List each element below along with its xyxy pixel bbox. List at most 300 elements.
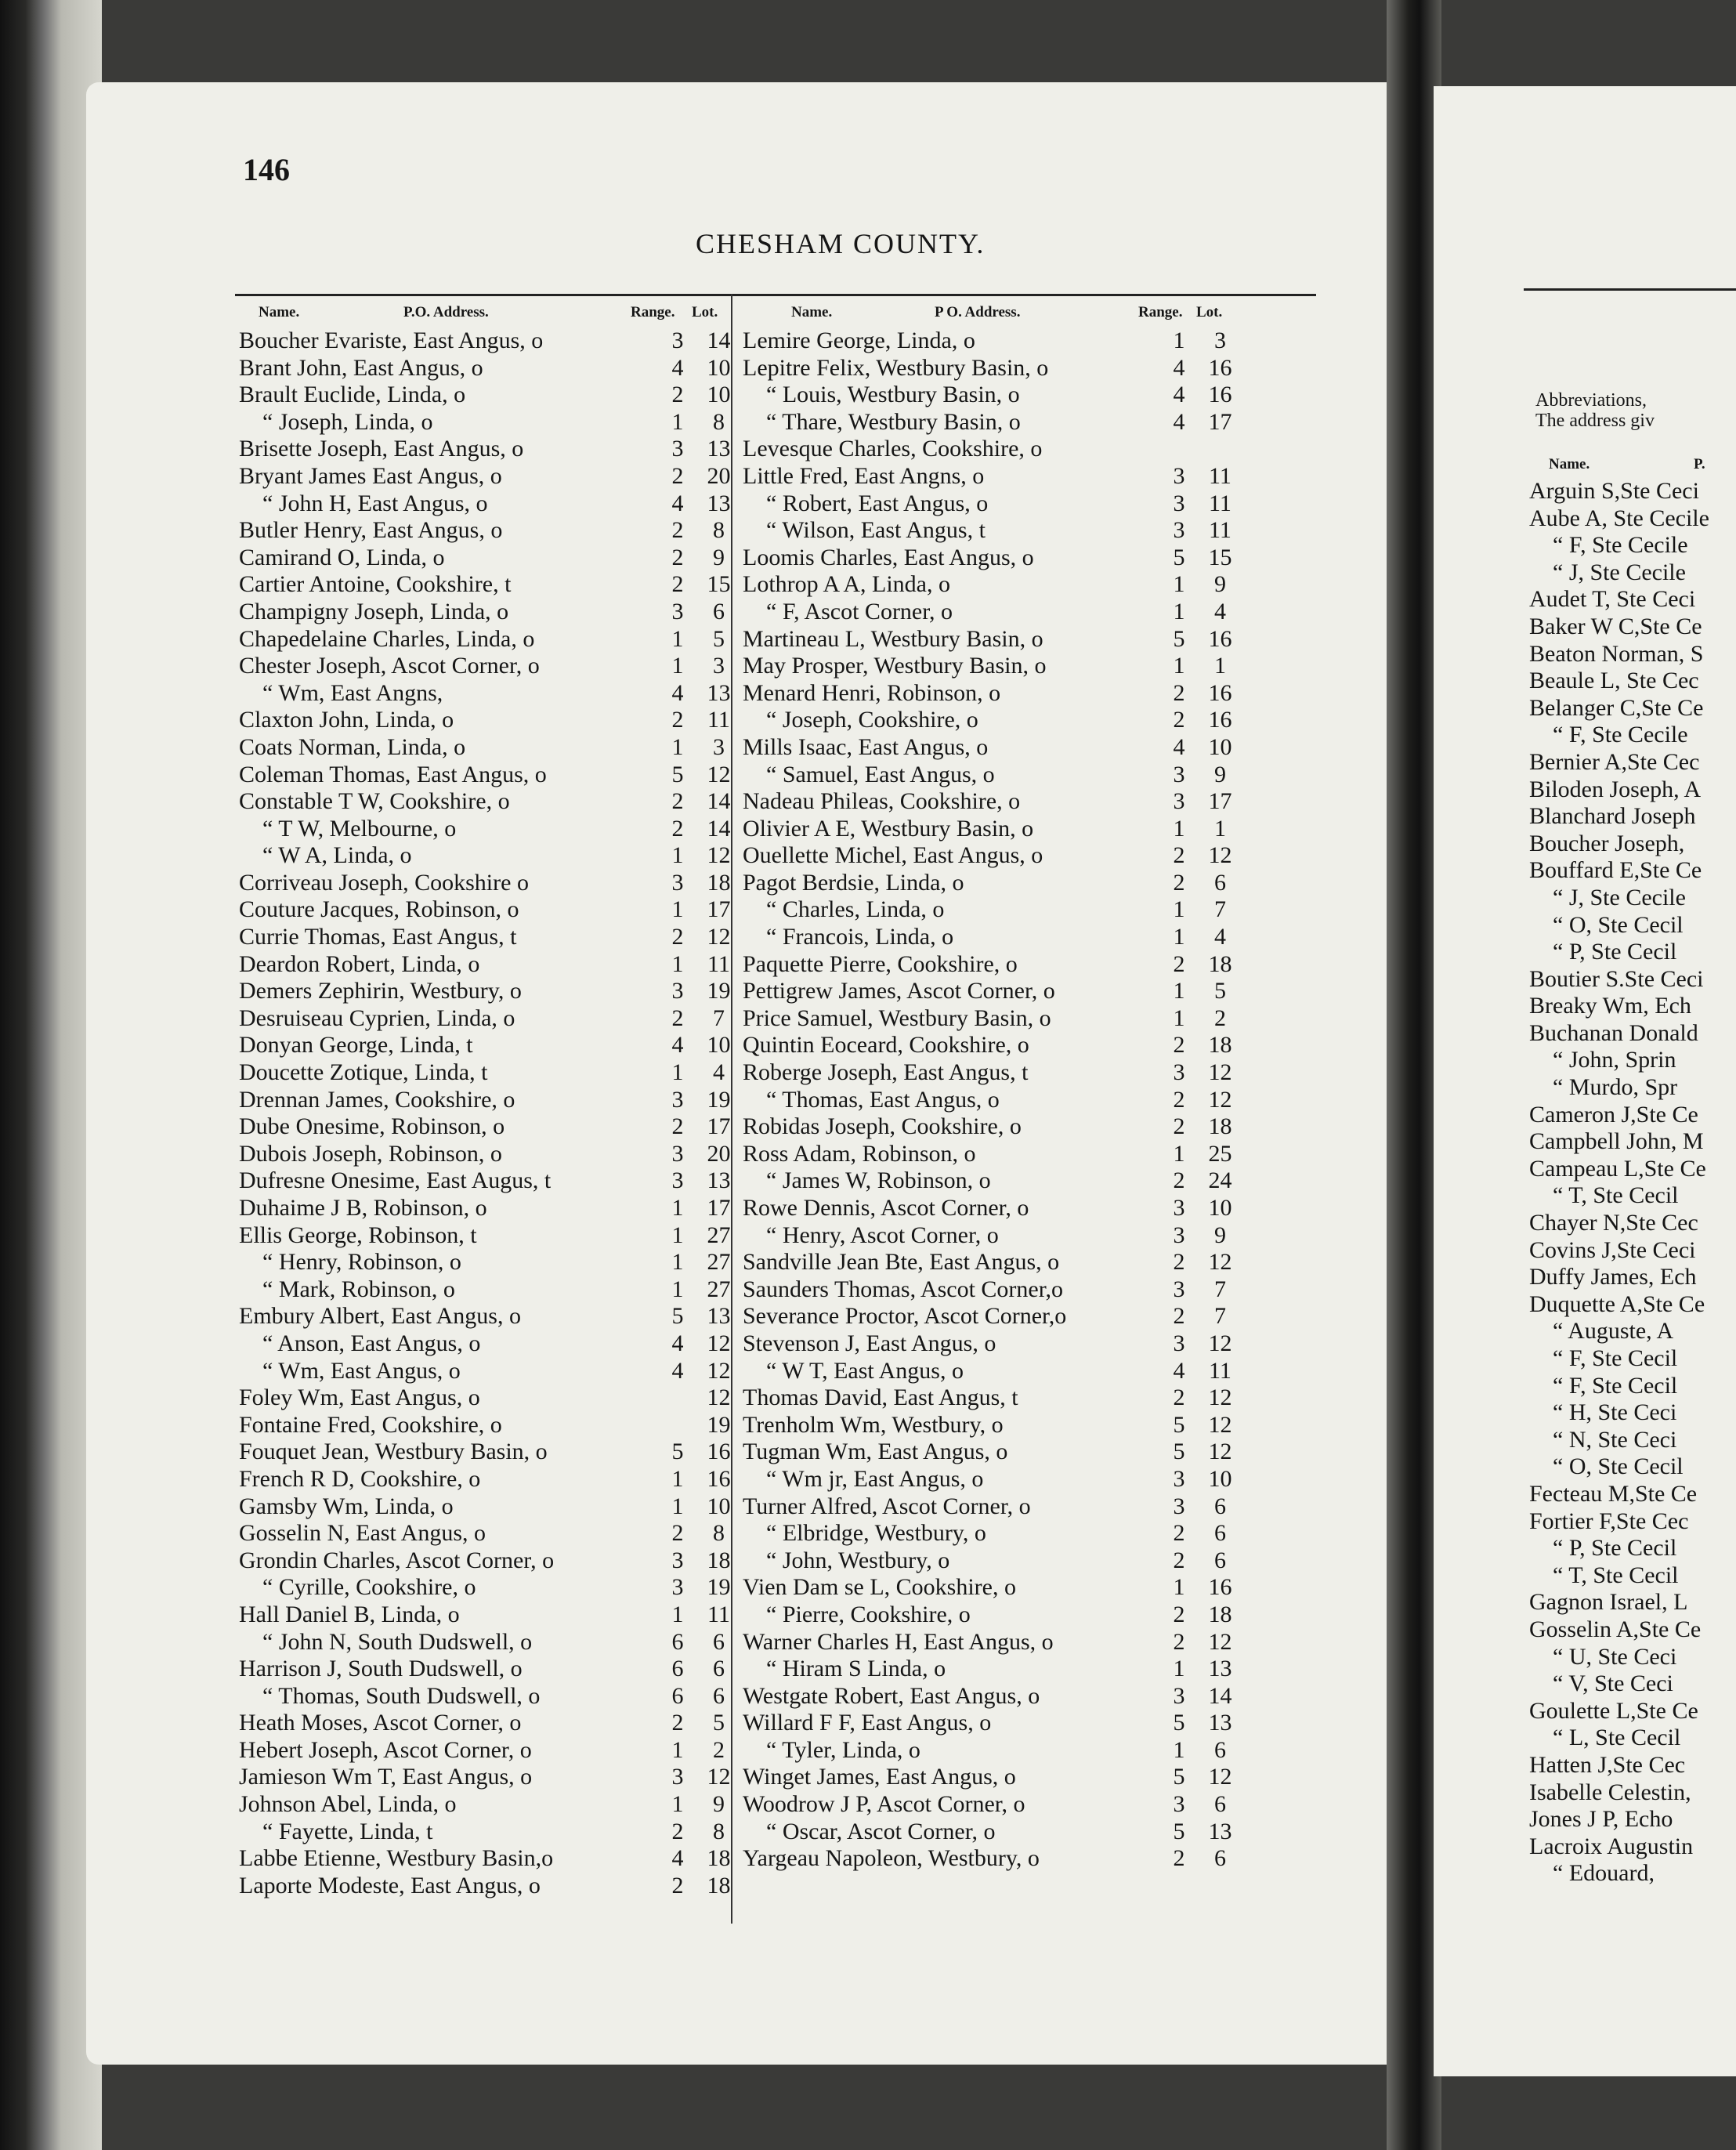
table-row <box>740 707 1242 734</box>
entry-lot: 12 <box>1208 842 1232 869</box>
header-name: Name. <box>1549 456 1590 472</box>
entry-lot: 6 <box>1214 1547 1226 1573</box>
list-item: Gosselin A,Ste Ce <box>1529 1616 1702 1642</box>
list-item: Biloden Joseph, A <box>1529 776 1702 802</box>
entry-lot: 20 <box>707 462 731 489</box>
entry-lot: 14 <box>707 788 731 815</box>
entry-name-address: “ Anson, East Angus, o <box>262 1330 481 1356</box>
entry-name-address: Brisette Joseph, East Angus, o <box>239 436 524 462</box>
entry-lot: 6 <box>713 598 725 624</box>
entry-range: 2 <box>671 1004 684 1031</box>
entry-lot: 17 <box>707 1113 731 1140</box>
table-row <box>239 762 740 789</box>
list-item: Aube A, Ste Cecile <box>1529 505 1709 531</box>
entry-range: 2 <box>1173 1167 1185 1194</box>
table-row <box>239 355 740 382</box>
entry-name-address: “ Wm jr, East Angus, o <box>766 1465 984 1492</box>
entry-name-address: Saunders Thomas, Ascot Corner,o <box>743 1276 1064 1302</box>
entry-name-address: Fontaine Fred, Cookshire, o <box>239 1411 502 1438</box>
entry-name-address: May Prosper, Westbury Basin, o <box>743 653 1047 679</box>
entry-name-address: Winget James, East Angus, o <box>743 1764 1016 1790</box>
entry-lot: 11 <box>1209 490 1231 516</box>
header-name: Name. <box>791 304 833 320</box>
entry-name-address: Claxton John, Linda, o <box>239 707 454 733</box>
table-row <box>239 1087 740 1114</box>
table-row <box>740 328 1242 355</box>
list-item: Bernier A,Ste Cec <box>1529 748 1700 775</box>
entry-range: 1 <box>671 1493 684 1519</box>
entry-name-address: Pettigrew James, Ascot Corner, o <box>743 978 1055 1004</box>
entry-name-address: Thomas David, East Angus, t <box>743 1384 1018 1411</box>
list-item: Beaton Norman, S <box>1529 640 1704 667</box>
entry-lot: 18 <box>707 1845 731 1872</box>
entry-name-address: French R D, Cookshire, o <box>239 1465 481 1492</box>
table-row <box>239 1710 740 1737</box>
table-row <box>239 1466 740 1493</box>
entry-name-address: Labbe Etienne, Westbury Basin,o <box>239 1845 554 1872</box>
table-row <box>740 734 1242 762</box>
entry-lot: 19 <box>707 978 731 1004</box>
entry-range: 1 <box>1173 1736 1185 1763</box>
table-row <box>740 680 1242 708</box>
entry-name-address: Laporte Modeste, East Angus, o <box>239 1872 541 1898</box>
entry-name-address: Roberge Joseph, East Angus, t <box>743 1059 1029 1086</box>
entry-lot: 13 <box>707 490 731 516</box>
entry-name-address: Embury Albert, East Angus, o <box>239 1303 521 1330</box>
entry-name-address: Butler Henry, East Angus, o <box>239 517 503 544</box>
entry-range: 1 <box>671 1465 684 1492</box>
table-row <box>740 1222 1242 1250</box>
entry-name-address: Cartier Antoine, Cookshire, t <box>239 571 512 598</box>
entry-range: 4 <box>1173 408 1185 435</box>
list-item: Belanger C,Ste Ce <box>1529 694 1704 721</box>
table-row <box>239 1737 740 1765</box>
entry-lot: 12 <box>707 1330 731 1356</box>
entry-name-address: “ Fayette, Linda, t <box>262 1818 433 1844</box>
table-row <box>239 1167 740 1195</box>
entry-name-address: Brant John, East Angus, o <box>239 354 483 381</box>
entry-lot: 17 <box>1208 788 1232 815</box>
entry-lot: 4 <box>1214 924 1226 950</box>
table-row <box>239 1384 740 1412</box>
table-row <box>740 924 1242 951</box>
entry-name-address: Demers Zephirin, Westbury, o <box>239 978 522 1004</box>
list-item: Campbell John, M <box>1529 1128 1704 1155</box>
entry-name-address: Paquette Pierre, Cookshire, o <box>743 950 1018 977</box>
table-row <box>740 896 1242 924</box>
table-row <box>740 1764 1242 1791</box>
entry-lot: 9 <box>713 544 725 570</box>
table-row <box>740 1330 1242 1358</box>
entry-lot: 12 <box>1208 1628 1232 1655</box>
list-item: Goulette L,Ste Ce <box>1529 1697 1698 1724</box>
entry-lot: 10 <box>1208 1465 1232 1492</box>
entry-range: 4 <box>671 1357 684 1384</box>
entry-range: 3 <box>671 869 684 896</box>
entry-range: 3 <box>671 328 684 353</box>
entry-range: 2 <box>671 462 684 489</box>
entry-range: 2 <box>671 1872 684 1898</box>
entry-range: 1 <box>671 1249 684 1276</box>
table-row <box>239 1683 740 1710</box>
table-row <box>740 1113 1242 1141</box>
table-row <box>740 463 1242 490</box>
next-page-rule <box>1524 288 1736 291</box>
entry-lot: 19 <box>707 1574 731 1601</box>
page-title: CHESHAM COUNTY. <box>696 228 986 259</box>
entry-range: 2 <box>671 1113 684 1140</box>
entry-lot: 5 <box>713 1710 725 1736</box>
entry-lot: 2 <box>1214 1004 1226 1031</box>
entry-lot: 27 <box>707 1222 731 1248</box>
entry-lot: 18 <box>707 1872 731 1898</box>
list-item: “ V, Ste Ceci <box>1553 1670 1673 1697</box>
entry-range: 2 <box>671 924 684 950</box>
list-item: Buchanan Donald <box>1529 1019 1698 1046</box>
entry-range: 5 <box>1173 544 1185 570</box>
entry-name-address: Robidas Joseph, Cookshire, o <box>743 1113 1022 1140</box>
entry-name-address: “ F, Ascot Corner, o <box>766 598 953 624</box>
table-row <box>740 409 1242 436</box>
entry-lot: 12 <box>707 1764 731 1790</box>
entry-range: 1 <box>671 1601 684 1627</box>
table-row <box>239 1059 740 1087</box>
list-item: “ F, Ste Cecil <box>1553 1372 1678 1399</box>
entry-name-address: Deardon Robert, Linda, o <box>239 950 480 977</box>
table-row <box>740 762 1242 789</box>
entry-name-address: Trenholm Wm, Westbury, o <box>743 1411 1004 1438</box>
table-row <box>740 1710 1242 1737</box>
entry-name-address: Harrison J, South Dudswell, o <box>239 1656 523 1682</box>
table-row <box>239 517 740 545</box>
list-item: “ L, Ste Cecil <box>1553 1725 1681 1751</box>
list-item: Gagnon Israel, L <box>1529 1589 1688 1616</box>
table-row <box>239 1222 740 1250</box>
entry-lot: 17 <box>1208 408 1232 435</box>
entry-name-address: Yargeau Napoleon, Westbury, o <box>743 1845 1040 1872</box>
entry-lot: 6 <box>713 1628 725 1655</box>
entry-lot: 11 <box>1209 517 1231 544</box>
table-row <box>740 355 1242 382</box>
table-row <box>239 924 740 951</box>
entry-name-address: “ John H, East Angus, o <box>262 490 488 516</box>
entry-range: 4 <box>671 1845 684 1872</box>
table-row <box>740 517 1242 545</box>
table-row <box>740 1656 1242 1683</box>
entry-range: 3 <box>1173 462 1185 489</box>
entry-range: 1 <box>1173 1140 1185 1167</box>
table-row <box>239 545 740 572</box>
entry-name-address: Levesque Charles, Cookshire, o <box>743 436 1043 462</box>
entry-lot: 8 <box>713 1520 725 1547</box>
table-row <box>740 788 1242 816</box>
table-row <box>239 463 740 490</box>
entry-name-address: Couture Jacques, Robinson, o <box>239 896 519 923</box>
entry-name-address: Woodrow J P, Ascot Corner, o <box>743 1791 1025 1818</box>
entry-name-address: Coats Norman, Linda, o <box>239 733 466 760</box>
entry-lot: 9 <box>1214 571 1226 598</box>
list-item: Chayer N,Ste Cec <box>1529 1210 1698 1236</box>
entry-lot: 7 <box>1214 1276 1226 1302</box>
entry-range: 3 <box>671 978 684 1004</box>
entry-range: 5 <box>1173 1710 1185 1736</box>
entry-lot: 16 <box>1208 382 1232 408</box>
entry-name-address: Heath Moses, Ascot Corner, o <box>239 1710 522 1736</box>
table-row <box>239 1819 740 1846</box>
entry-lot: 6 <box>1214 1493 1226 1519</box>
table-row <box>239 951 740 979</box>
entry-range: 1 <box>671 1736 684 1763</box>
table-row <box>239 1629 740 1656</box>
entry-range: 3 <box>671 1167 684 1194</box>
entry-range: 1 <box>671 408 684 435</box>
table-row <box>740 1167 1242 1195</box>
entry-name-address: Nadeau Phileas, Cookshire, o <box>743 788 1021 815</box>
entry-lot: 4 <box>713 1059 725 1086</box>
entry-lot: 10 <box>1208 1195 1232 1221</box>
table-row <box>239 653 740 680</box>
entry-range: 4 <box>671 490 684 516</box>
header-po-address: P.O. Address. <box>403 304 489 320</box>
table-row <box>239 1358 740 1385</box>
list-item: Boutier S.Ste Ceci <box>1529 965 1704 992</box>
table-row <box>239 1330 740 1358</box>
table-row <box>740 1574 1242 1602</box>
table-row <box>239 436 740 463</box>
entry-name-address: Lothrop A A, Linda, o <box>743 571 950 598</box>
entry-name-address: Severance Proctor, Ascot Corner,o <box>743 1303 1067 1330</box>
entry-range: 3 <box>1173 1493 1185 1519</box>
entry-name-address: Sandville Jean Bte, East Angus, o <box>743 1249 1060 1276</box>
table-row <box>740 1032 1242 1059</box>
entry-name-address: Boucher Evariste, East Angus, o <box>239 328 544 353</box>
entry-range: 1 <box>671 1195 684 1221</box>
entry-range: 2 <box>1173 707 1185 733</box>
next-page-abbreviations <box>1535 390 1655 431</box>
header-lot: Lot. <box>1196 304 1223 320</box>
entry-range: 6 <box>671 1682 684 1709</box>
entry-range: 2 <box>671 1710 684 1736</box>
entry-lot: 18 <box>707 1547 731 1573</box>
entry-range: 1 <box>1173 896 1185 923</box>
entry-name-address: Jamieson Wm T, East Angus, o <box>239 1764 533 1790</box>
table-row <box>239 328 740 355</box>
list-item: “ Edouard, <box>1553 1860 1655 1887</box>
entry-range: 5 <box>671 1439 684 1465</box>
entry-name-address: Pagot Berdsie, Linda, o <box>743 869 964 896</box>
list-item: “ F, Ste Cecile <box>1553 532 1688 559</box>
entry-name-address: Lepitre Felix, Westbury Basin, o <box>743 354 1049 381</box>
list-item: “ H, Ste Ceci <box>1553 1399 1677 1426</box>
entry-lot: 16 <box>1208 679 1232 706</box>
table-row <box>239 788 740 816</box>
table-row <box>740 1602 1242 1629</box>
entry-lot: 18 <box>1208 950 1232 977</box>
entry-name-address: “ Cyrille, Cookshire, o <box>262 1574 476 1601</box>
entry-lot: 27 <box>707 1249 731 1276</box>
list-item: Covins J,Ste Ceci <box>1529 1236 1696 1263</box>
list-item: Boucher Joseph, <box>1529 830 1685 856</box>
entry-lot: 9 <box>1214 761 1226 787</box>
entry-range: 1 <box>671 733 684 760</box>
list-item: Duquette A,Ste Ce <box>1529 1290 1705 1317</box>
entry-name-address: Grondin Charles, Ascot Corner, o <box>239 1547 555 1573</box>
list-item: “ F, Ste Cecil <box>1553 1345 1678 1371</box>
table-row <box>239 680 740 708</box>
entry-range: 4 <box>1173 733 1185 760</box>
entry-name-address: Vien Dam se L, Cookshire, o <box>743 1574 1016 1601</box>
entry-name-address: Ross Adam, Robinson, o <box>743 1140 976 1167</box>
list-item: Campeau L,Ste Ce <box>1529 1155 1706 1182</box>
entry-range: 2 <box>671 544 684 570</box>
entry-name-address: “ Thomas, East Angus, o <box>766 1086 1000 1113</box>
entry-name-address: “ T W, Melbourne, o <box>262 815 457 842</box>
entry-lot: 20 <box>707 1140 731 1167</box>
table-row <box>239 599 740 626</box>
entry-name-address: Gosselin N, East Angus, o <box>239 1520 486 1547</box>
entry-range: 2 <box>1173 842 1185 869</box>
entry-range: 5 <box>1173 1764 1185 1790</box>
entry-lot: 6 <box>713 1682 725 1709</box>
entry-lot: 13 <box>1208 1710 1232 1736</box>
entry-lot: 12 <box>1208 1249 1232 1276</box>
entry-name-address: Doucette Zotique, Linda, t <box>239 1059 488 1086</box>
entry-range: 4 <box>671 679 684 706</box>
entry-range: 4 <box>671 354 684 381</box>
list-item: Fortier F,Ste Cec <box>1529 1508 1689 1534</box>
header-range: Range. <box>631 304 675 320</box>
list-item: Fecteau M,Ste Ce <box>1529 1480 1698 1507</box>
table-row <box>740 490 1242 518</box>
entry-lot: 14 <box>1208 1682 1232 1709</box>
header-po-address: P. <box>1694 456 1705 472</box>
entry-lot: 11 <box>1209 1357 1231 1384</box>
entry-lot: 18 <box>1208 1113 1232 1140</box>
entry-name-address: Rowe Dennis, Ascot Corner, o <box>743 1195 1029 1221</box>
entry-range: 2 <box>671 1818 684 1844</box>
list-item: Cameron J,Ste Ce <box>1529 1101 1698 1127</box>
list-item: Baker W C,Ste Ce <box>1529 613 1702 639</box>
entry-range: 5 <box>1173 1411 1185 1438</box>
entry-lot: 14 <box>707 815 731 842</box>
entry-range: 2 <box>1173 1249 1185 1276</box>
entry-range: 2 <box>1173 1520 1185 1547</box>
header-po-address: P O. Address. <box>935 304 1021 320</box>
entry-lot: 18 <box>1208 1601 1232 1627</box>
table-row <box>740 626 1242 653</box>
entry-lot: 12 <box>1208 1059 1232 1086</box>
table-row <box>740 1059 1242 1087</box>
entry-range: 3 <box>671 1086 684 1113</box>
table-row <box>239 1005 740 1033</box>
table-row <box>239 1791 740 1819</box>
entry-name-address: “ John, Westbury, o <box>766 1547 950 1573</box>
entry-lot: 9 <box>713 1791 725 1818</box>
list-item: “ P, Ste Cecil <box>1553 939 1677 965</box>
entry-name-address: Tugman Wm, East Angus, o <box>743 1439 1008 1465</box>
list-item: Beaule L, Ste Cec <box>1529 668 1699 694</box>
entry-name-address: Currie Thomas, East Angus, t <box>239 924 517 950</box>
entry-lot: 12 <box>707 924 731 950</box>
entry-lot: 19 <box>707 1411 731 1438</box>
entry-name-address: Gamsby Wm, Linda, o <box>239 1493 454 1519</box>
table-row <box>740 1412 1242 1439</box>
entry-range: 2 <box>1173 1601 1185 1627</box>
entry-name-address: “ Thare, Westbury Basin, o <box>766 408 1021 435</box>
entry-lot: 8 <box>713 1818 725 1844</box>
list-item: “ T, Ste Cecil <box>1553 1182 1679 1209</box>
table-row <box>740 1087 1242 1114</box>
entry-lot: 12 <box>1208 1330 1232 1356</box>
entry-range: 1 <box>671 1222 684 1248</box>
next-page-entry-list <box>1529 478 1709 1888</box>
table-row <box>239 1303 740 1330</box>
entry-range: 3 <box>671 1140 684 1167</box>
list-item: Arguin S,Ste Ceci <box>1529 478 1699 504</box>
list-item: Jones J P, Echo <box>1529 1806 1673 1833</box>
entry-range: 3 <box>671 1764 684 1790</box>
entry-lot: 18 <box>1208 1032 1232 1059</box>
table-row <box>740 1276 1242 1304</box>
entry-lot: 3 <box>713 653 725 679</box>
table-row <box>239 870 740 897</box>
entry-name-address: Lemire George, Linda, o <box>743 328 975 353</box>
table-row <box>239 816 740 843</box>
list-item: “ O, Ste Cecil <box>1553 911 1684 938</box>
entry-lot: 16 <box>1208 1574 1232 1601</box>
table-row <box>740 1819 1242 1846</box>
entry-name-address: Fouquet Jean, Westbury Basin, o <box>239 1439 548 1465</box>
table-row <box>740 1195 1242 1222</box>
entry-lot: 11 <box>707 707 730 733</box>
entry-name-address: “ Mark, Robinson, o <box>262 1276 455 1302</box>
entry-lot: 18 <box>707 869 731 896</box>
entry-range: 1 <box>1173 328 1185 353</box>
table-row <box>239 1439 740 1466</box>
table-row <box>740 1629 1242 1656</box>
list-item: Lacroix Augustin <box>1529 1833 1694 1859</box>
entry-name-address: Corriveau Joseph, Cookshire o <box>239 869 529 896</box>
entry-lot: 10 <box>707 354 731 381</box>
entry-name-address: Hebert Joseph, Ascot Corner, o <box>239 1736 532 1763</box>
entry-name-address: “ Louis, Westbury Basin, o <box>766 382 1020 408</box>
entry-name-address: Duhaime J B, Robinson, o <box>239 1195 487 1221</box>
list-item: Breaky Wm, Ech <box>1529 993 1691 1019</box>
table-row <box>740 1384 1242 1412</box>
entry-lot: 11 <box>1209 462 1231 489</box>
entry-lot: 12 <box>1208 1764 1232 1790</box>
table-row <box>740 1683 1242 1710</box>
entry-range: 1 <box>671 1276 684 1302</box>
entry-name-address: Camirand O, Linda, o <box>239 544 445 570</box>
entry-lot: 15 <box>707 571 731 598</box>
header-rule <box>235 294 1316 296</box>
entry-lot: 13 <box>707 1303 731 1330</box>
entry-range: 5 <box>1173 1439 1185 1465</box>
entry-lot: 10 <box>707 1493 731 1519</box>
entry-name-address: “ Henry, Robinson, o <box>262 1249 461 1276</box>
entry-lot: 27 <box>707 1276 731 1302</box>
entry-name-address: Constable T W, Cookshire, o <box>239 788 510 815</box>
entry-range: 4 <box>1173 1357 1185 1384</box>
entry-name-address: Dube Onesime, Robinson, o <box>239 1113 505 1140</box>
entry-name-address: “ Wm, East Angus, o <box>262 1357 461 1384</box>
entry-lot: 15 <box>1208 544 1232 570</box>
entry-lot: 5 <box>1214 978 1226 1004</box>
entry-lot: 12 <box>1208 1086 1232 1113</box>
table-row <box>740 382 1242 409</box>
entry-range: 2 <box>1173 950 1185 977</box>
